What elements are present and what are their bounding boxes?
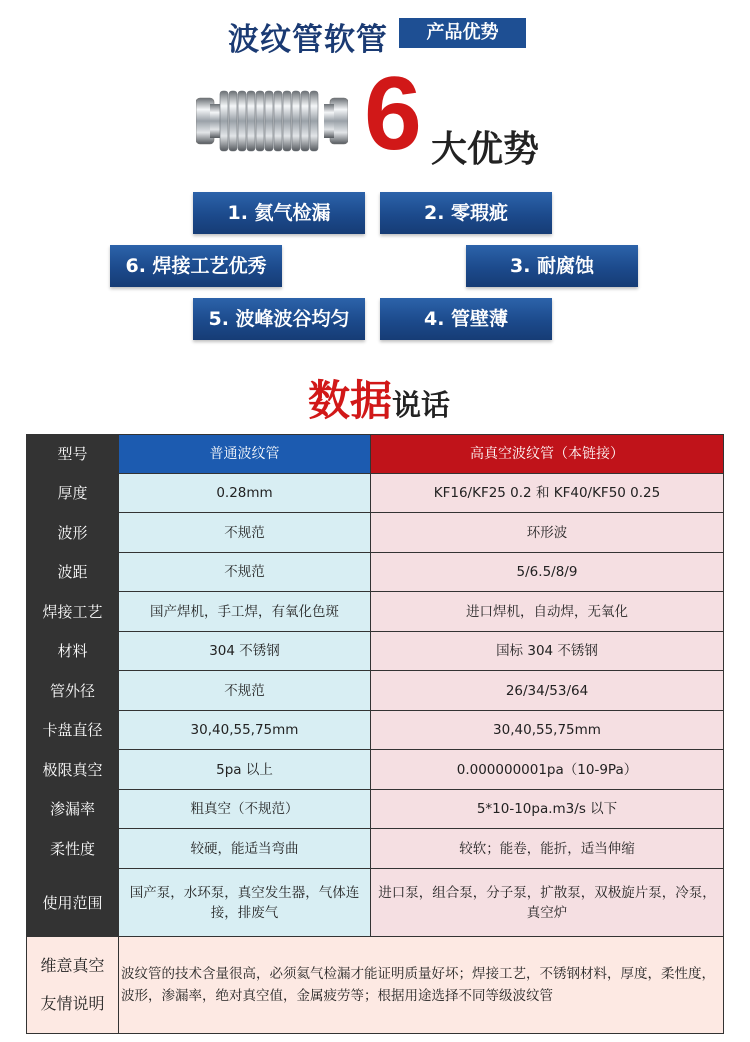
note-label-line: 友情说明 bbox=[40, 994, 105, 1013]
table-row bbox=[27, 750, 724, 790]
advantage-heading: 大优势 bbox=[431, 129, 540, 170]
advantage-count: 6 bbox=[364, 56, 422, 172]
row-label: 管外径 bbox=[27, 671, 119, 711]
table-cell: 粗真空（不规范） bbox=[119, 790, 371, 829]
table-cell: 304 不锈钢 bbox=[119, 632, 371, 671]
row-label: 卡盘直径 bbox=[27, 711, 119, 750]
table-row bbox=[27, 513, 724, 553]
advantage-badge: 6. 焊接工艺优秀 bbox=[110, 245, 282, 287]
header-cell: 高真空波纹管（本链接） bbox=[371, 435, 724, 474]
header-cell: 普通波纹管 bbox=[119, 435, 371, 474]
table-row bbox=[27, 671, 724, 711]
table-row bbox=[27, 829, 724, 869]
row-label: 柔性度 bbox=[27, 829, 119, 869]
note-label-line: 维意真空 bbox=[40, 956, 105, 975]
bellows-tube-image bbox=[196, 88, 348, 154]
table-row bbox=[27, 790, 724, 829]
table-cell: 国产焊机，手工焊，有氧化色斑 bbox=[119, 592, 371, 632]
table-cell: 26/34/53/64 bbox=[371, 671, 724, 711]
table-row bbox=[27, 711, 724, 750]
advantage-badge: 1. 氦气检漏 bbox=[193, 192, 365, 234]
table-cell: 较硬，能适当弯曲 bbox=[119, 829, 371, 869]
table-row bbox=[27, 869, 724, 937]
section-heading bbox=[308, 368, 450, 428]
table-cell: 0.28mm bbox=[119, 474, 371, 513]
table-row bbox=[27, 632, 724, 671]
table-cell: 不规范 bbox=[119, 553, 371, 592]
row-label: 焊接工艺 bbox=[27, 592, 119, 632]
advantage-badge: 5. 波峰波谷均匀 bbox=[193, 298, 365, 340]
page-title: 波纹管软管 bbox=[228, 22, 388, 58]
table-cell: 国标 304 不锈钢 bbox=[371, 632, 724, 671]
table-cell: 30,40,55,75mm bbox=[119, 711, 371, 750]
table-cell: 较软；能卷，能折，适当伸缩 bbox=[371, 829, 724, 869]
advantage-badge: 3. 耐腐蚀 bbox=[466, 245, 638, 287]
table-row bbox=[27, 592, 724, 632]
row-label: 波形 bbox=[27, 513, 119, 553]
row-label: 波距 bbox=[27, 553, 119, 592]
note-row bbox=[27, 937, 724, 1034]
note-text: 波纹管的技术含量很高，必须氦气检漏才能证明质量好坏；焊接工艺，不锈钢材料，厚度，柔性度，波形，渗漏率，绝对真空值，金属疲劳等；根据用途选择不同等级波纹管 bbox=[119, 937, 724, 1034]
table-cell: 5*10-10pa.m3/s 以下 bbox=[371, 790, 724, 829]
row-label: 厚度 bbox=[27, 474, 119, 513]
section-heading-sub: 说话 bbox=[392, 388, 451, 422]
table-cell: 不规范 bbox=[119, 671, 371, 711]
table-cell: KF16/KF25 0.2 和 KF40/KF50 0.25 bbox=[371, 474, 724, 513]
table-cell: 0.000000001pa（10-9Pa） bbox=[371, 750, 724, 790]
row-label: 材料 bbox=[27, 632, 119, 671]
advantage-badge: 2. 零瑕疵 bbox=[380, 192, 552, 234]
header-cell: 型号 bbox=[27, 435, 119, 474]
table-cell: 5/6.5/8/9 bbox=[371, 553, 724, 592]
table-row bbox=[27, 553, 724, 592]
table-row bbox=[27, 474, 724, 513]
row-label: 渗漏率 bbox=[27, 790, 119, 829]
table-header-row bbox=[27, 435, 724, 474]
row-label: 使用范围 bbox=[27, 869, 119, 937]
table-cell: 不规范 bbox=[119, 513, 371, 553]
note-label bbox=[27, 937, 119, 1034]
table-cell: 国产泵，水环泵，真空发生器，气体连接，排废气 bbox=[119, 869, 371, 937]
advantage-badge: 4. 管壁薄 bbox=[380, 298, 552, 340]
section-heading-main: 数据 bbox=[308, 376, 393, 425]
section-tag: 产品优势 bbox=[399, 18, 526, 48]
table-cell: 30,40,55,75mm bbox=[371, 711, 724, 750]
row-label: 极限真空 bbox=[27, 750, 119, 790]
table-cell: 进口焊机，自动焊，无氧化 bbox=[371, 592, 724, 632]
table-cell: 5pa 以上 bbox=[119, 750, 371, 790]
comparison-table bbox=[26, 434, 724, 1034]
table-cell: 进口泵，组合泵，分子泵，扩散泵，双极旋片泵，冷泵，真空炉 bbox=[371, 869, 724, 937]
table-cell: 环形波 bbox=[371, 513, 724, 553]
